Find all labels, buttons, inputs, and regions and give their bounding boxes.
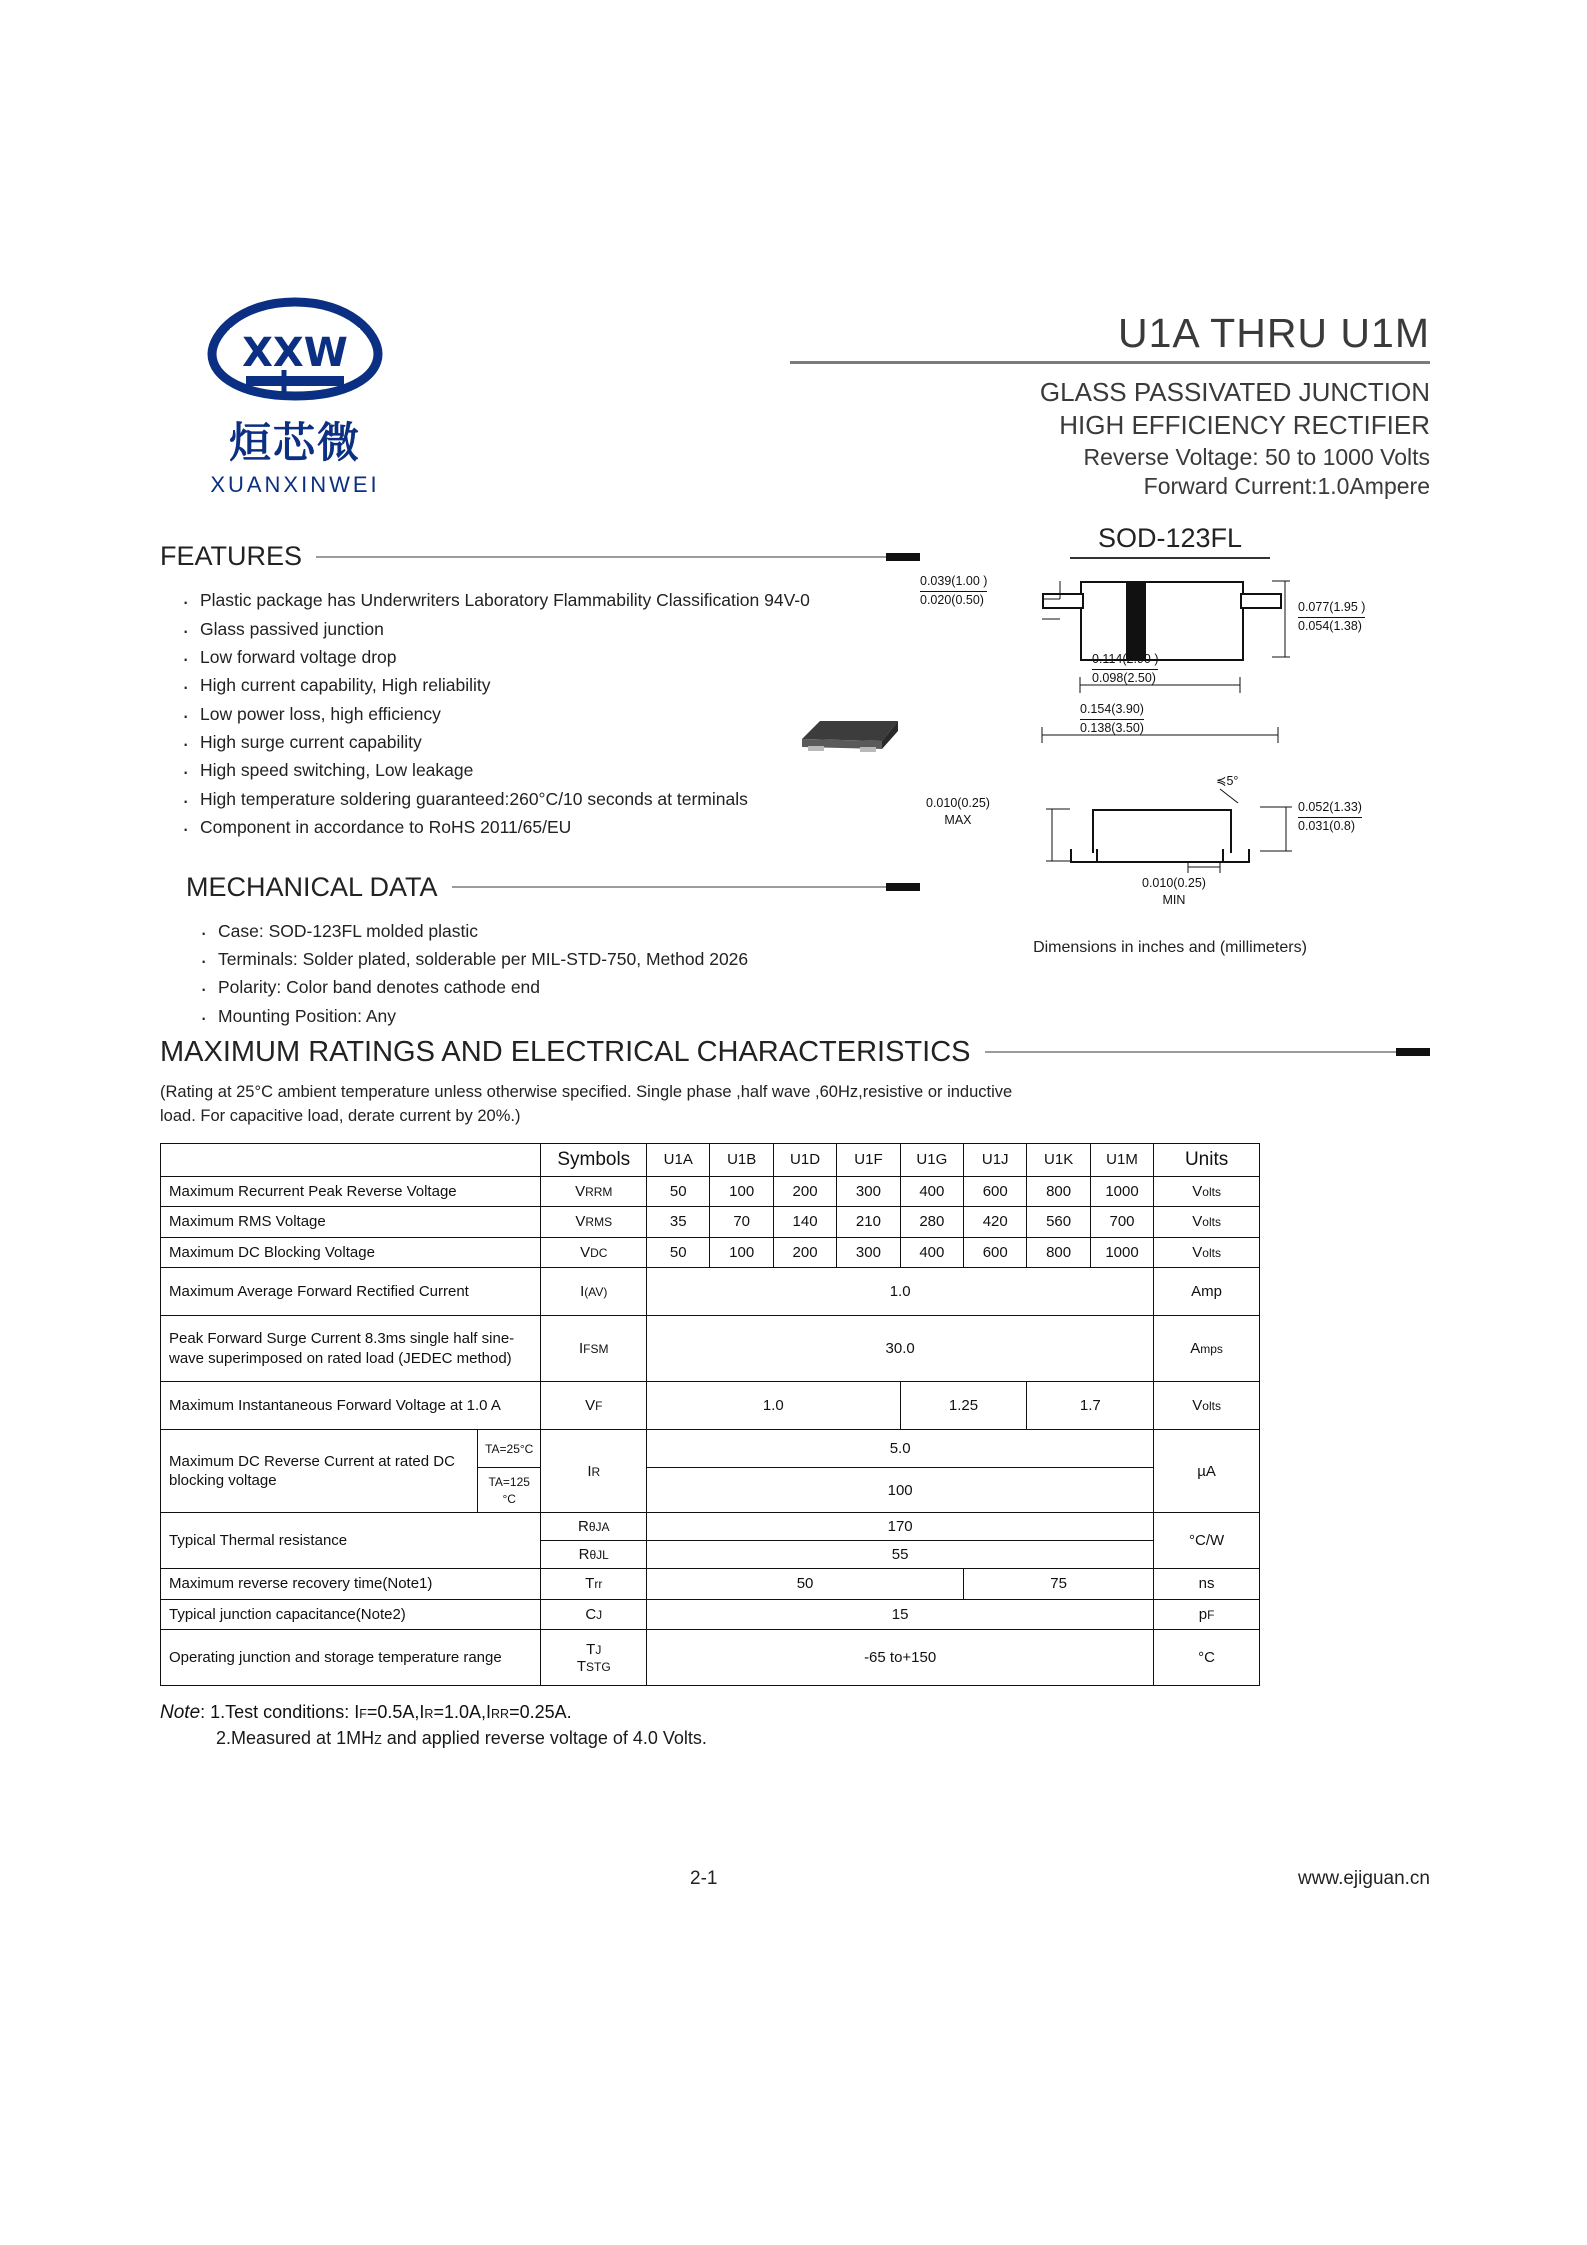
- title-divider: [790, 361, 1430, 364]
- cell-value: 200: [773, 1176, 836, 1207]
- logo-english-name: XUANXINWEI: [210, 472, 380, 497]
- header-cell-u1a: U1A: [647, 1143, 710, 1176]
- cell-value: 50: [647, 1237, 710, 1268]
- row-label: Maximum Recurrent Peak Reverse Voltage: [161, 1176, 541, 1207]
- table-row: [161, 1382, 1260, 1430]
- ratings-heading: [160, 1036, 1430, 1069]
- cell-value: 75: [964, 1569, 1154, 1600]
- cell-value: 1.0: [647, 1382, 901, 1430]
- row-label: Maximum RMS Voltage: [161, 1207, 541, 1238]
- cell-value: 1000: [1090, 1176, 1153, 1207]
- subtitle-line-4: Forward Current:1.0Ampere: [1143, 472, 1430, 499]
- footnote-2: 2.Measured at 1MHZ and applied reverse voltage of 4.0 Volts.: [216, 1728, 707, 1749]
- svg-text:XXW: XXW: [242, 330, 348, 376]
- cell-value: 1.7: [1027, 1382, 1154, 1430]
- list-item: · Glass passived junction: [182, 615, 920, 643]
- header-cell-u1d: U1D: [773, 1143, 836, 1176]
- package-dimension-diagram: [920, 559, 1420, 989]
- table-row: [161, 1268, 1260, 1316]
- company-logo: [160, 290, 430, 498]
- dim-value: 0.010(0.25): [1142, 876, 1206, 891]
- product-subtitle: [790, 376, 1430, 501]
- row-units: Amps: [1154, 1316, 1260, 1382]
- dim-value: 0.031(0.8): [1298, 819, 1355, 834]
- ratings-note-line-2: load. For capacitive load, derate current by 20%.): [160, 1106, 521, 1125]
- row-units: ns: [1154, 1569, 1260, 1600]
- row-symbol: VF: [541, 1382, 647, 1430]
- mechanical-data-heading: [186, 872, 920, 903]
- mechanical-data-heading-text: MECHANICAL DATA: [186, 871, 438, 902]
- cell-value: 600: [964, 1237, 1027, 1268]
- cell-value: 800: [1027, 1237, 1090, 1268]
- dimension-caption: Dimensions in inches and (millimeters): [1033, 939, 1307, 957]
- package-body-side: [1092, 809, 1232, 853]
- cell-value: 50: [647, 1569, 964, 1600]
- features-heading-rule: [316, 556, 920, 558]
- list-item: · Polarity: Color band denotes cathode end: [200, 973, 920, 1001]
- cell-value: 15: [647, 1599, 1154, 1630]
- dim-middle: [1092, 651, 1158, 687]
- subtitle-line-1: GLASS PASSIVATED JUNCTION: [1039, 377, 1430, 407]
- row-symbol: Trr: [541, 1569, 647, 1600]
- row-label: Operating junction and storage temperature range: [161, 1630, 541, 1686]
- dim-value: 0.077(1.95 ): [1298, 599, 1365, 618]
- package-photo: [790, 705, 910, 765]
- dim-value: 0.039(1.00 ): [920, 573, 987, 592]
- cell-value: 1.25: [900, 1382, 1027, 1430]
- ratings-table: [160, 1143, 1260, 1687]
- dim-value: MAX: [944, 813, 972, 828]
- header-cell-u1j: U1J: [964, 1143, 1027, 1176]
- cell-value: 560: [1027, 1207, 1090, 1238]
- row-units: Volts: [1154, 1176, 1260, 1207]
- list-item: · Case: SOD-123FL molded plastic: [200, 917, 920, 945]
- header-cell-u1f: U1F: [837, 1143, 900, 1176]
- table-row: [161, 1599, 1260, 1630]
- dim-left-top: [920, 573, 987, 609]
- features-and-package: [160, 519, 1430, 1029]
- row-units: °C: [1154, 1630, 1260, 1686]
- cell-value: 420: [964, 1207, 1027, 1238]
- subtitle-line-3: Reverse Voltage: 50 to 1000 Volts: [1083, 443, 1430, 470]
- list-item: · Terminals: Solder plated, solderable per MIL-STD-750, Method 2026: [200, 945, 920, 973]
- list-item: · Low power loss, high efficiency: [182, 700, 920, 728]
- subtitle-line-2: HIGH EFFICIENCY RECTIFIER: [1059, 410, 1430, 441]
- dim-right-top: [1298, 599, 1365, 635]
- header-cell-u1m: U1M: [1090, 1143, 1153, 1176]
- dim-angle: ≼5°: [1216, 774, 1239, 789]
- page-number: 2-1: [690, 1868, 718, 1889]
- page-header: [160, 290, 1430, 501]
- row-condition: TA=25°C: [478, 1430, 541, 1468]
- cell-value: 100: [647, 1468, 1154, 1513]
- package-feet: [1070, 849, 1250, 863]
- cell-value: 600: [964, 1176, 1027, 1207]
- row-units: Amp: [1154, 1268, 1260, 1316]
- row-units: Volts: [1154, 1237, 1260, 1268]
- cell-value: 400: [900, 1237, 963, 1268]
- list-item: · Component in accordance to RoHS 2011/65/EU: [182, 813, 920, 841]
- cell-value: 140: [773, 1207, 836, 1238]
- website-url: www.ejiguan.cn: [1297, 1868, 1430, 1889]
- list-item: · Low forward voltage drop: [182, 643, 920, 671]
- list-item: · High temperature soldering guaranteed:260°C/10 seconds at terminals: [182, 785, 920, 813]
- list-item: · Plastic package has Underwriters Laboratory Flammability Classification 94V-0: [182, 586, 920, 614]
- dim-value: MIN: [1162, 893, 1186, 908]
- ratings-note-line-1: (Rating at 25°C ambient temperature unless otherwise specified. Single phase ,half wave ,60Hz,resistive or inductive: [160, 1082, 1013, 1101]
- cell-value: 400: [900, 1176, 963, 1207]
- cell-value: 100: [710, 1176, 773, 1207]
- row-label: Peak Forward Surge Current 8.3ms single half sine-wave superimposed on rated load (JEDEC method): [161, 1316, 541, 1382]
- header-cell-u1b: U1B: [710, 1143, 773, 1176]
- row-symbol: RθJL: [541, 1541, 647, 1569]
- header-cell-u1g: U1G: [900, 1143, 963, 1176]
- table-row: [161, 1176, 1260, 1207]
- dim-side-bottom: [1142, 875, 1206, 909]
- row-symbol: TJ TSTG: [541, 1630, 647, 1686]
- dim-value: 0.154(3.90): [1080, 701, 1144, 720]
- row-units: Volts: [1154, 1382, 1260, 1430]
- row-symbol: VDC: [541, 1237, 647, 1268]
- dim-value: 0.054(1.38): [1298, 619, 1362, 634]
- cell-value: -65 to+150: [647, 1630, 1154, 1686]
- row-symbol: CJ: [541, 1599, 647, 1630]
- table-row: [161, 1430, 1260, 1468]
- ratings-heading-text: MAXIMUM RATINGS AND ELECTRICAL CHARACTERISTICS: [160, 1035, 971, 1068]
- header-cell-units: Units: [1154, 1143, 1260, 1176]
- cell-value: 100: [710, 1237, 773, 1268]
- cell-value: 50: [647, 1176, 710, 1207]
- table-row: [161, 1237, 1260, 1268]
- row-label: Maximum reverse recovery time(Note1): [161, 1569, 541, 1600]
- list-item: · High current capability, High reliability: [182, 671, 920, 699]
- row-label: Maximum DC Reverse Current at rated DC blocking voltage: [161, 1430, 478, 1513]
- cell-value: 300: [837, 1176, 900, 1207]
- note-label: Note: [160, 1702, 201, 1724]
- package-title: SOD-123FL: [1097, 523, 1243, 554]
- table-row: [161, 1316, 1260, 1382]
- cell-value: 800: [1027, 1176, 1090, 1207]
- row-symbol: RθJA: [541, 1513, 647, 1541]
- row-symbol: VRRM: [541, 1176, 647, 1207]
- row-label: Typical junction capacitance(Note2): [161, 1599, 541, 1630]
- cell-value: 200: [773, 1237, 836, 1268]
- cell-value: 30.0: [647, 1316, 1154, 1382]
- row-condition: TA=125 °C: [478, 1468, 541, 1513]
- part-number-title: U1A THRU U1M: [1118, 310, 1430, 356]
- row-symbol: IR: [541, 1430, 647, 1513]
- cell-value: 170: [647, 1513, 1154, 1541]
- cell-value: 1000: [1090, 1237, 1153, 1268]
- ratings-note: [160, 1081, 1430, 1129]
- dim-value: 0.010(0.25): [926, 796, 990, 811]
- row-label: Maximum Instantaneous Forward Voltage at 1.0 A: [161, 1382, 541, 1430]
- dim-value: 0.052(1.33): [1298, 799, 1362, 818]
- title-block: [790, 290, 1430, 501]
- table-row: [161, 1630, 1260, 1686]
- cell-value: 700: [1090, 1207, 1153, 1238]
- features-heading: [160, 541, 920, 572]
- cell-value: 5.0: [647, 1430, 1154, 1468]
- features-heading-text: FEATURES: [160, 541, 303, 572]
- sheet-content: [160, 290, 1430, 1749]
- mechanical-data-list: [160, 917, 920, 1030]
- row-label: Maximum DC Blocking Voltage: [161, 1237, 541, 1268]
- cell-value: 35: [647, 1207, 710, 1238]
- table-row: [161, 1207, 1260, 1238]
- row-symbol: I(AV): [541, 1268, 647, 1316]
- footnote-1: Note: 1.Test conditions: IF=0.5A,IR=1.0A,IRR=0.25A.: [160, 1702, 572, 1724]
- row-units: Volts: [1154, 1207, 1260, 1238]
- row-units: µA: [1154, 1430, 1260, 1513]
- list-item: · High speed switching, Low leakage: [182, 756, 920, 784]
- logo-mark-icon: [200, 296, 390, 406]
- dim-value: 0.020(0.50): [920, 593, 984, 608]
- cell-value: 210: [837, 1207, 900, 1238]
- list-item: · High surge current capability: [182, 728, 920, 756]
- logo-chinese-name: 烜芯微: [228, 418, 361, 467]
- row-label: Maximum Average Forward Rectified Current: [161, 1268, 541, 1316]
- header-cell-u1k: U1K: [1027, 1143, 1090, 1176]
- dim-side-left: [926, 795, 990, 829]
- cell-value: 70: [710, 1207, 773, 1238]
- cell-value: 55: [647, 1541, 1154, 1569]
- ratings-heading-rule: [985, 1051, 1431, 1053]
- package-column: [920, 519, 1420, 1029]
- page-footer: [160, 1868, 1430, 1890]
- dim-value: 0.114(2.90 ): [1092, 651, 1158, 670]
- header-cell-blank: [161, 1143, 541, 1176]
- features-column: [160, 519, 920, 1029]
- cell-value: 280: [900, 1207, 963, 1238]
- cell-value: 1.0: [647, 1268, 1154, 1316]
- table-row: [161, 1513, 1260, 1541]
- package-side-view: [1070, 809, 1250, 865]
- table-header-row: [161, 1143, 1260, 1176]
- header-cell-symbols: Symbols: [541, 1143, 647, 1176]
- row-symbol: IFSM: [541, 1316, 647, 1382]
- cell-value: 300: [837, 1237, 900, 1268]
- dim-value: 0.138(3.50): [1080, 721, 1144, 736]
- row-units: °C/W: [1154, 1513, 1260, 1569]
- dim-lower: [1080, 701, 1144, 737]
- row-units: pF: [1154, 1599, 1260, 1630]
- row-label: Typical Thermal resistance: [161, 1513, 541, 1569]
- dim-side-right: [1298, 799, 1362, 835]
- list-item: · Mounting Position: Any: [200, 1002, 920, 1030]
- table-row: [161, 1569, 1260, 1600]
- dim-value: 0.098(2.50): [1092, 671, 1156, 686]
- row-symbol: VRMS: [541, 1207, 647, 1238]
- mechanical-heading-rule: [452, 886, 920, 888]
